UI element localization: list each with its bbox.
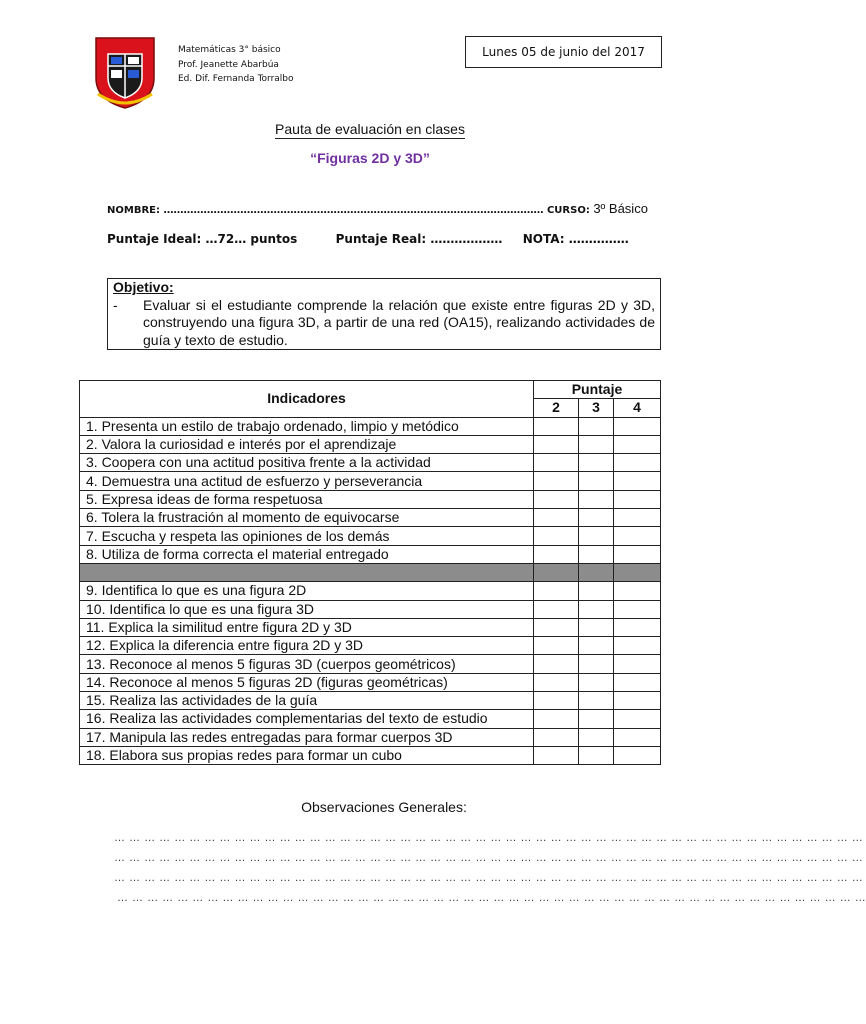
- table-row: [80, 435, 661, 453]
- score-cell[interactable]: [614, 472, 661, 490]
- score-cell[interactable]: [534, 454, 579, 472]
- score-cell[interactable]: [534, 710, 579, 728]
- score-cell[interactable]: [534, 746, 579, 764]
- indicator-text: 15. Realiza las actividades de la guía: [80, 692, 534, 710]
- indicator-text: 11. Explica la similitud entre figura 2D y 3D: [80, 618, 534, 636]
- objective-text: Evaluar si el estudiante comprende la relación que existe entre figuras 2D y 3D, construyendo una figura 3D, a partir de una red (OA15), realizando actividades de guía y texto de estudio.: [143, 296, 655, 348]
- separator-cell: [80, 563, 534, 581]
- document-subtitle: “Figuras 2D y 3D”: [310, 150, 430, 166]
- score-cell[interactable]: [579, 545, 614, 563]
- indicator-text: 1. Presenta un estilo de trabajo ordenado, limpio y metódico: [80, 417, 534, 435]
- score-cell[interactable]: [579, 582, 614, 600]
- score-cell[interactable]: [579, 728, 614, 746]
- score-cell[interactable]: [579, 673, 614, 691]
- score-col-4: 4: [614, 399, 661, 417]
- observation-line-2[interactable]: … … … … … … … … … … … … … … … … … … … … … … … … … … … … … … … … … … … … … … … … … … … … … … … … … …: [114, 852, 864, 864]
- score-cell[interactable]: [579, 618, 614, 636]
- ideal-value: …72… puntos: [205, 232, 298, 246]
- header-info: [178, 43, 294, 87]
- table-row: [80, 600, 661, 618]
- table-row: [80, 472, 661, 490]
- ideal-label: Puntaje Ideal:: [107, 232, 202, 246]
- score-cell[interactable]: [614, 600, 661, 618]
- score-cell[interactable]: [614, 582, 661, 600]
- score-cell[interactable]: [534, 637, 579, 655]
- indicator-text: 8. Utiliza de forma correcta el material entregado: [80, 545, 534, 563]
- observations-title: Observaciones Generales:: [301, 799, 467, 815]
- score-cell[interactable]: [614, 509, 661, 527]
- score-cell[interactable]: [579, 637, 614, 655]
- nombre-field[interactable]: ……………………………………………………………………………………………………: [163, 205, 544, 216]
- table-row: [80, 527, 661, 545]
- score-cell[interactable]: [614, 527, 661, 545]
- score-cell[interactable]: [534, 728, 579, 746]
- real-field[interactable]: ………………: [430, 232, 503, 246]
- score-cell[interactable]: [614, 618, 661, 636]
- score-cell[interactable]: [579, 417, 614, 435]
- score-cell[interactable]: [534, 673, 579, 691]
- score-cell[interactable]: [614, 435, 661, 453]
- header-line-educator: Ed. Dif. Fernanda Torralbo: [178, 74, 294, 84]
- score-cell[interactable]: [614, 746, 661, 764]
- table-row: [80, 728, 661, 746]
- score-cell[interactable]: [534, 600, 579, 618]
- table-row: [80, 509, 661, 527]
- score-cell[interactable]: [614, 454, 661, 472]
- score-cell[interactable]: [579, 600, 614, 618]
- score-cell[interactable]: [579, 710, 614, 728]
- score-cell[interactable]: [534, 655, 579, 673]
- score-cell[interactable]: [579, 454, 614, 472]
- objective-title: Objetivo:: [113, 279, 174, 295]
- indicator-text: 2. Valora la curiosidad e interés por el aprendizaje: [80, 435, 534, 453]
- curso-value: 3º Básico: [593, 201, 648, 216]
- nombre-label: NOMBRE:: [107, 205, 160, 216]
- score-cell[interactable]: [534, 417, 579, 435]
- score-cell[interactable]: [534, 472, 579, 490]
- score-cell[interactable]: [614, 637, 661, 655]
- score-cell[interactable]: [614, 417, 661, 435]
- score-cell[interactable]: [579, 527, 614, 545]
- indicator-text: 6. Tolera la frustración al momento de equivocarse: [80, 509, 534, 527]
- table-row: [80, 454, 661, 472]
- observation-line-1[interactable]: … … … … … … … … … … … … … … … … … … … … … … … … … … … … … … … … … … … … … … … … … … … … … … … … … …: [114, 832, 864, 844]
- separator-cell: [534, 563, 579, 581]
- score-cell[interactable]: [579, 509, 614, 527]
- header-line-teacher: Prof. Jeanette Abarbúa: [178, 59, 279, 70]
- col-indicadores: Indicadores: [80, 381, 534, 418]
- score-cell[interactable]: [579, 692, 614, 710]
- score-cell[interactable]: [534, 435, 579, 453]
- header-line-subject: Matemáticas 3° básico: [178, 45, 281, 55]
- score-cell[interactable]: [579, 746, 614, 764]
- indicator-text: 9. Identifica lo que es una figura 2D: [80, 582, 534, 600]
- table-row: [80, 490, 661, 508]
- separator-cell: [614, 563, 661, 581]
- score-cell[interactable]: [579, 490, 614, 508]
- score-cell[interactable]: [614, 728, 661, 746]
- score-cell[interactable]: [534, 527, 579, 545]
- indicator-text: 14. Reconoce al menos 5 figuras 2D (figuras geométricas): [80, 673, 534, 691]
- table-row: [80, 710, 661, 728]
- score-cell[interactable]: [534, 618, 579, 636]
- score-col-3: 3: [579, 399, 614, 417]
- score-cell[interactable]: [579, 472, 614, 490]
- date-box: Lunes 05 de junio del 2017: [465, 36, 662, 68]
- table-row: [80, 618, 661, 636]
- objective-bullet: -: [113, 296, 118, 313]
- score-cell[interactable]: [534, 692, 579, 710]
- table-row: [80, 582, 661, 600]
- evaluation-table: [79, 380, 661, 765]
- score-cell[interactable]: [614, 692, 661, 710]
- section-separator-row: [80, 563, 661, 581]
- col-puntaje: Puntaje: [534, 381, 661, 399]
- name-row: [107, 201, 648, 216]
- table-row: [80, 673, 661, 691]
- indicator-text: 16. Realiza las actividades complementarias del texto de estudio: [80, 710, 534, 728]
- objective-box: [107, 278, 661, 350]
- observation-line-4[interactable]: … … … … … … … … … … … … … … … … … … … … … … … … … … … … … … … … … … … … … … … … … … … … … … … … … …: [117, 892, 866, 904]
- observation-line-3[interactable]: … … … … … … … … … … … … … … … … … … … … … … … … … … … … … … … … … … … … … … … … … … … … … … … … … …: [114, 872, 864, 884]
- indicator-text: 10. Identifica lo que es una figura 3D: [80, 600, 534, 618]
- indicator-text: 7. Escucha y respeta las opiniones de los demás: [80, 527, 534, 545]
- score-cell[interactable]: [614, 655, 661, 673]
- table-row: [80, 746, 661, 764]
- school-logo: [88, 34, 162, 110]
- indicator-text: 13. Reconoce al menos 5 figuras 3D (cuerpos geométricos): [80, 655, 534, 673]
- table-row: [80, 692, 661, 710]
- score-cell[interactable]: [614, 673, 661, 691]
- table-row: [80, 655, 661, 673]
- table-row: [80, 637, 661, 655]
- separator-cell: [579, 563, 614, 581]
- score-cell[interactable]: [579, 435, 614, 453]
- score-col-2: 2: [534, 399, 579, 417]
- score-cell[interactable]: [614, 545, 661, 563]
- nota-label: NOTA:: [522, 232, 565, 246]
- score-cell[interactable]: [614, 710, 661, 728]
- score-cell[interactable]: [534, 509, 579, 527]
- real-label: Puntaje Real:: [335, 232, 427, 246]
- table-row: [80, 417, 661, 435]
- score-cell[interactable]: [534, 582, 579, 600]
- score-cell[interactable]: [534, 490, 579, 508]
- score-cell[interactable]: [534, 545, 579, 563]
- indicator-text: 18. Elabora sus propias redes para formar un cubo: [80, 746, 534, 764]
- score-cell[interactable]: [614, 490, 661, 508]
- table-row: [80, 545, 661, 563]
- indicator-text: 12. Explica la diferencia entre figura 2D y 3D: [80, 637, 534, 655]
- indicator-text: 17. Manipula las redes entregadas para formar cuerpos 3D: [80, 728, 534, 746]
- curso-label: CURSO:: [546, 205, 590, 216]
- indicator-text: 5. Expresa ideas de forma respetuosa: [80, 490, 534, 508]
- indicator-text: 3. Coopera con una actitud positiva frente a la actividad: [80, 454, 534, 472]
- score-cell[interactable]: [579, 655, 614, 673]
- document-title: Pauta de evaluación en clases: [275, 121, 465, 137]
- score-row: [107, 232, 629, 246]
- nota-field[interactable]: ……………: [568, 232, 629, 246]
- indicator-text: 4. Demuestra una actitud de esfuerzo y perseverancia: [80, 472, 534, 490]
